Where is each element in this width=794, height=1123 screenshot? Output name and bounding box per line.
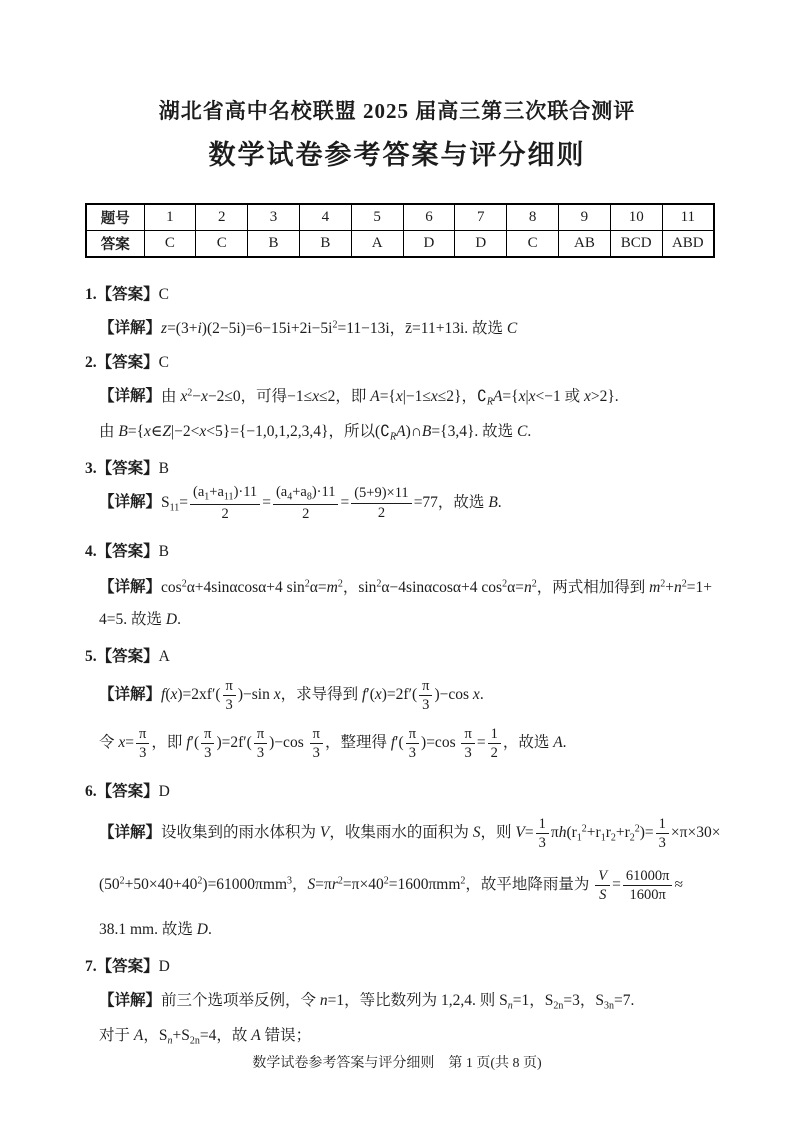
item-2-number: 2. [85,354,97,371]
detail-label: 【详解】 [99,578,162,596]
item-2-answer: C [158,354,169,371]
item-5-answer: A [158,648,170,665]
detail-label: 【详解】 [99,824,162,842]
item-2-detail-line-2 [99,421,531,449]
table-cell-a4: B [299,231,351,258]
item-7-answer-line [85,956,170,978]
table-cell-q7: 7 [455,204,507,231]
math-text: 前三个选项举反例，令 n=1，等比数列为 1,2,4. 则 $S_n=1$，$S_{2n}=3$，$S_{3n}=7$. [161,992,635,1012]
item-1-detail-line-1 [99,314,517,340]
answer-label: 【答案】 [96,543,159,560]
table-cell-q11: 11 [662,204,714,231]
math-text: $S_{11}=$ $\frac{(a_1+a_{11})\cdot 11}{2}$ = $\frac{(a_4+a_8)\cdot 11}{2}$ = $\frac{(5+9)\times 11}{2}$ =77，故选 B. [161,484,502,522]
item-6-detail-line-1 [99,815,720,852]
math-text: 4=5. 故选 D. [99,611,181,628]
table-cell-q6: 6 [403,204,455,231]
table-cell-q1: 1 [144,204,196,231]
item-1-answer: C [158,286,169,303]
table-cell-a8: C [507,231,559,258]
table-cell-q9: 9 [559,204,611,231]
math-text: $z=(3+i)(2-5i)=6-15i+2i-5i^2=11-13i$，z̄=11+13i. 故选 C [161,319,518,337]
math-text: $(50^2+50\times 40+40^2)=61000\pi mm^3$，$S=\pi r^2=\pi\times 40^2=1600\pi mm^2$，故平地降雨量为 $\frac{V}{S}$ = $\frac{61000\pi}{1600\pi}$ ≈ [99,868,683,904]
item-5-detail-line-2 [99,725,567,762]
item-4-answer-line [85,541,169,563]
answer-table-number-row [86,204,714,231]
item-6-detail-line-3 [99,919,212,941]
math-text: 令 x= $\frac{\pi}{3}$ ，即 f′( $\frac{\pi}{3}$ )=2f′( $\frac{\pi}{3}$ )−cos $\frac{\pi}{3}$ ，整理得 f′( $\frac{\pi}{3}$ )=cos $\frac{\pi}{3}$ = $\frac{1}{2}$ ，故选 A. [99,726,567,762]
item-7-number: 7. [85,958,97,975]
table-cell-q8: 8 [507,204,559,231]
item-1-number: 1. [85,286,97,303]
table-cell-a6: D [403,231,455,258]
table-cell-q4: 4 [299,204,351,231]
item-4-answer: B [158,543,169,560]
detail-label: 【详解】 [99,387,162,405]
answer-label: 【答案】 [96,648,159,665]
item-5-answer-line [85,646,170,668]
math-text: 由 B={x∈Z|−2<x<5}={−1,0,1,2,3,4}，所以$(∁_RA)\cap B=\{3,4\}$. 故选 C. [99,423,532,443]
answer-label: 【答案】 [96,286,159,303]
table-header-question: 题号 [86,204,144,231]
table-cell-q5: 5 [351,204,403,231]
math-text: 38.1 mm. 故选 D. [99,921,212,938]
item-7-answer: D [158,958,170,975]
math-text: 由 $x^2-x-2\le 0$，可得−1≤x≤2，即 A={x|−1≤x≤2}，$∁_RA=\{x|x<-1$ 或 x>2}. [161,387,619,407]
table-cell-a7: D [455,231,507,258]
table-cell-a3: B [248,231,300,258]
page-subtitle: 数学试卷参考答案与评分细则 [208,140,586,170]
item-6-answer: D [158,783,170,800]
answer-label: 【答案】 [96,958,159,975]
answer-label: 【答案】 [96,354,159,371]
answer-table [85,203,715,258]
item-3-detail-line-1 [99,483,502,523]
table-cell-a2: C [196,231,248,258]
item-6-number: 6. [85,783,97,800]
answer-label: 【答案】 [96,460,159,477]
item-2-detail-line-1 [99,382,619,413]
table-cell-q3: 3 [248,204,300,231]
detail-label: 【详解】 [99,493,162,511]
table-cell-a11: ABD [662,231,714,258]
table-cell-a5: A [351,231,403,258]
item-3-answer-line [85,458,169,480]
item-7-detail-line-1 [99,990,634,1018]
item-6-detail-line-2 [99,867,683,904]
math-text: 设收集到的雨水体积为 V，收集雨水的面积为 S，则 V= $\frac{1}{3}$ $\pi h(r_1^2+r_1r_2+r_2^2)=$ $\frac{1}{3}$ ×π×30× [161,816,721,852]
item-5-number: 5. [85,648,97,665]
table-cell-a1: C [144,231,196,258]
detail-label: 【详解】 [99,992,162,1009]
detail-label: 【详解】 [99,319,162,337]
item-2-answer-line [85,352,169,374]
item-6-answer-line [85,781,170,803]
item-4-detail-line-1 [99,573,712,599]
item-1-answer-line [85,284,169,306]
item-5-detail-line-1 [99,677,484,714]
item-4-detail-line-2 [99,609,181,631]
item-4-number: 4. [85,543,97,560]
table-header-answer: 答案 [86,231,144,258]
page-footer: 数学试卷参考答案与评分细则 第 1 页(共 8 页) [252,1056,542,1071]
item-3-number: 3. [85,460,97,477]
detail-label: 【详解】 [99,686,162,704]
item-7-detail-line-2 [99,1025,311,1053]
table-cell-q2: 2 [196,204,248,231]
table-cell-a9: AB [559,231,611,258]
item-3-answer: B [158,460,169,477]
page-title: 湖北省高中名校联盟 2025 届高三第三次联合测评 [158,99,636,123]
table-cell-a10: BCD [610,231,662,258]
math-text: $\cos^2\alpha+4\sin\alpha\cos\alpha+4$ $\sin^2\alpha=m^2$，$\sin^2\alpha-4\sin\alpha\cos\alpha+4$ $\cos^2\alpha=n^2$，两式相加得到 $m^2+n^2=1+$ [161,578,713,596]
math-text: f(x)=2xf′( $\frac{\pi}{3}$ )−sin x，求导得到 f′(x)=2f′( $\frac{\pi}{3}$ )−cos x. [161,678,484,714]
answer-table-answer-row [86,231,714,258]
answer-label: 【答案】 [96,783,159,800]
table-cell-q10: 10 [610,204,662,231]
math-text: 对于 A，$S_n+S_{2n}=4$，故 A 错误； [99,1027,312,1047]
